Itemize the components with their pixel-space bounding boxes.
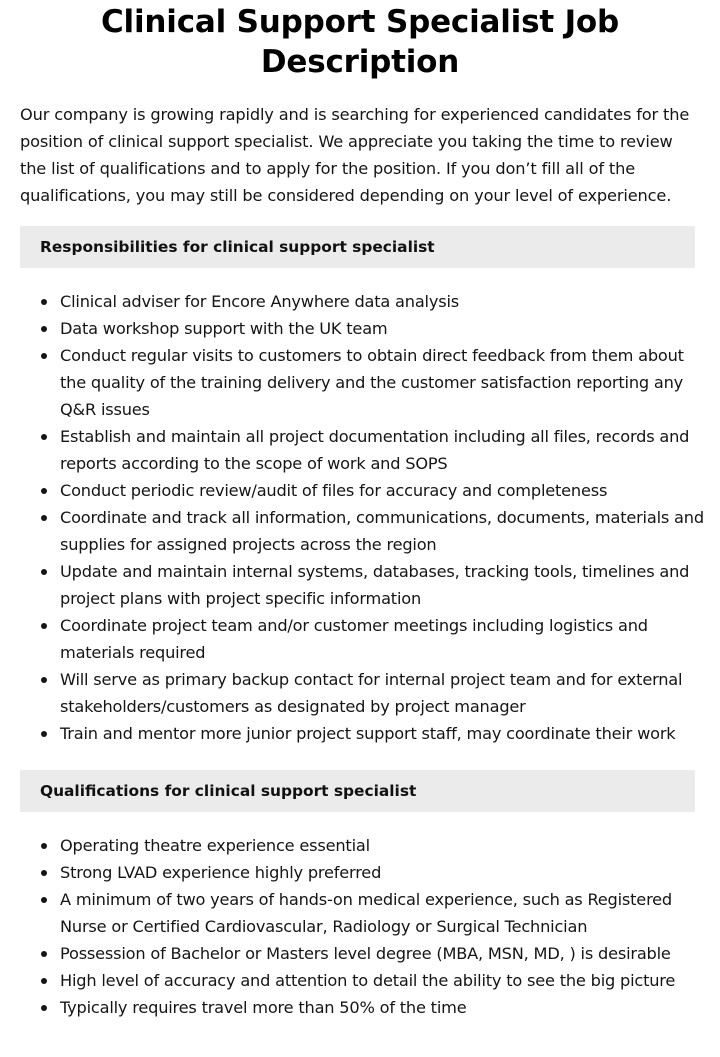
list-item: Typically requires travel more than 50% of the time bbox=[20, 994, 710, 1021]
list-item: Strong LVAD experience highly preferred bbox=[20, 859, 710, 886]
page-title: Clinical Support Specialist Job Description bbox=[101, 4, 619, 80]
qualifications-heading: Qualifications for clinical support specialist bbox=[20, 770, 695, 812]
list-item: Coordinate and track all information, communications, documents, materials and supplies for assigned projects across the region bbox=[20, 504, 710, 558]
list-item: Conduct regular visits to customers to obtain direct feedback from them about the quality of the training delivery and the customer satisfaction reporting any Q&R issues bbox=[20, 342, 710, 423]
list-item: Coordinate project team and/or customer meetings including logistics and materials required bbox=[20, 612, 710, 666]
responsibilities-heading: Responsibilities for clinical support specialist bbox=[20, 226, 695, 268]
list-item: High level of accuracy and attention to detail the ability to see the big picture bbox=[20, 967, 710, 994]
list-item: Train and mentor more junior project support staff, may coordinate their work bbox=[20, 720, 710, 747]
list-item: Clinical adviser for Encore Anywhere data analysis bbox=[20, 288, 710, 315]
list-item: Will serve as primary backup contact for internal project team and for external stakeholders/customers as designated by project manager bbox=[20, 666, 710, 720]
intro-paragraph: Our company is growing rapidly and is searching for experienced candidates for the position of clinical support specialist. We appreciate you taking the time to review the list of qualifications and to apply for the position. If you don’t fill all of the qualifications, you may still be considered depending on your level of experience. bbox=[20, 105, 690, 205]
list-item: Operating theatre experience essential bbox=[20, 832, 710, 859]
responsibilities-list bbox=[20, 288, 710, 747]
list-item: Establish and maintain all project documentation including all files, records and reports according to the scope of work and SOPS bbox=[20, 423, 710, 477]
list-item: Data workshop support with the UK team bbox=[20, 315, 710, 342]
list-item: A minimum of two years of hands-on medical experience, such as Registered Nurse or Certified Cardiovascular, Radiology or Surgical Technician bbox=[20, 886, 710, 940]
list-item: Possession of Bachelor or Masters level degree (MBA, MSN, MD, ) is desirable bbox=[20, 940, 710, 967]
list-item: Conduct periodic review/audit of files for accuracy and completeness bbox=[20, 477, 710, 504]
qualifications-list bbox=[20, 832, 710, 1021]
list-item: Update and maintain internal systems, databases, tracking tools, timelines and project plans with project specific information bbox=[20, 558, 710, 612]
